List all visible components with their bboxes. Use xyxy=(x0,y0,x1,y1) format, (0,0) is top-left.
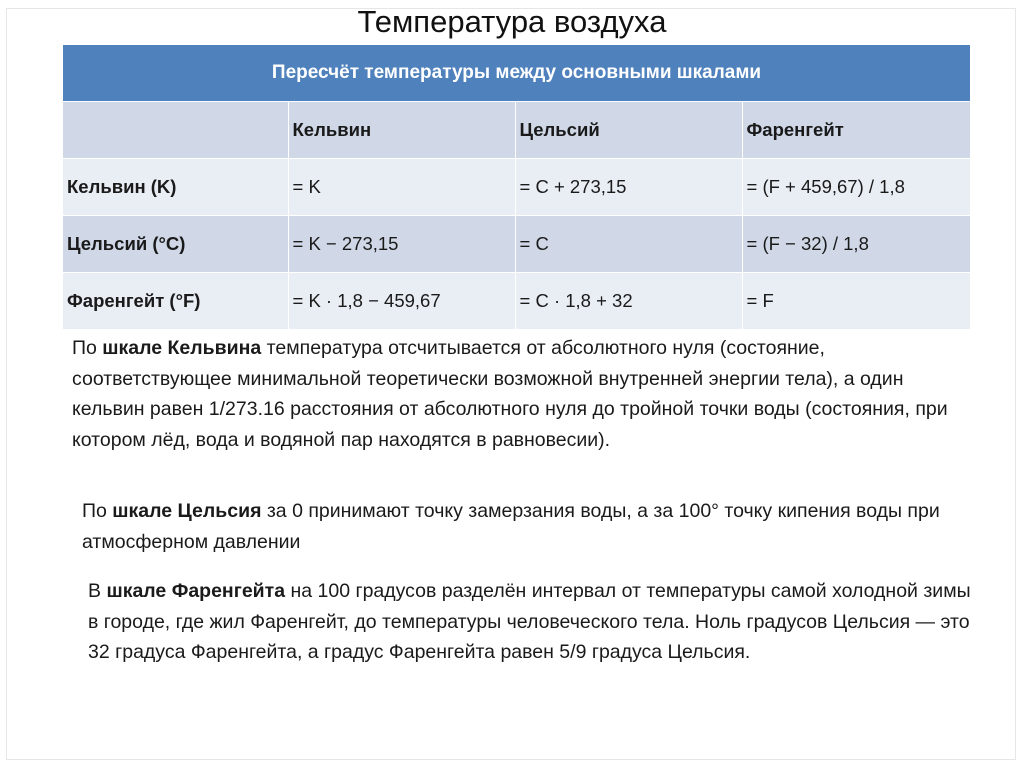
header-cell-fahrenheit: Фаренгейт xyxy=(742,102,970,159)
fahrenheit-text: на 100 градусов разделён интервал от температуры самой холодной зимы в городе, где жил Фаренгейт, до температуры человеческого тела. Ноль градусов Цельсия — это 32 градуса Фаренгейта, а градус Фаренгейта равен 5/9 градуса Цельсия. xyxy=(88,580,971,663)
celsius-prefix: По xyxy=(82,500,113,522)
celsius-term: шкале Цельсия xyxy=(112,500,262,522)
table-cell: = C + 273,15 xyxy=(515,159,742,216)
table-row xyxy=(63,159,970,216)
fahrenheit-prefix: В xyxy=(88,580,107,602)
header-cell-kelvin: Кельвин xyxy=(288,102,515,159)
table-row xyxy=(63,273,970,330)
kelvin-paragraph xyxy=(72,333,977,455)
header-cell-celsius: Цельсий xyxy=(515,102,742,159)
header-cell-empty xyxy=(63,102,288,159)
table-caption-row xyxy=(63,45,970,102)
kelvin-text: температура отсчитывается от абсолютного нуля (состояние, соответствующее минимальной теоретически возможной внутренней энергии тела), а один кельвин равен 1/273.16 расстояния от абсолютного нуля до тройной точки воды (состояния, при котором лёд, вода и водяной пар находятся в равновесии). xyxy=(72,337,948,451)
conversion-table xyxy=(63,45,970,330)
table-cell: = F xyxy=(742,273,970,330)
table-caption: Пересчёт температуры между основными шкалами xyxy=(63,45,970,102)
celsius-paragraph xyxy=(82,496,972,557)
row-label: Цельсий (°C) xyxy=(63,216,288,273)
kelvin-prefix: По xyxy=(72,337,103,359)
table-cell: = (F − 32) / 1,8 xyxy=(742,216,970,273)
fahrenheit-term: шкале Фаренгейта xyxy=(106,580,286,602)
table-cell: = C xyxy=(515,216,742,273)
row-label: Кельвин (K) xyxy=(63,159,288,216)
table-cell: = C · 1,8 + 32 xyxy=(515,273,742,330)
table-header-row xyxy=(63,102,970,159)
celsius-text: за 0 принимают точку замерзания воды, а за 100° точку кипения воды при атмосферном давлении xyxy=(82,500,940,553)
table-cell: = K · 1,8 − 459,67 xyxy=(288,273,515,330)
table-cell: = K xyxy=(288,159,515,216)
table-row xyxy=(63,216,970,273)
row-label: Фаренгейт (°F) xyxy=(63,273,288,330)
table-cell: = (F + 459,67) / 1,8 xyxy=(742,159,970,216)
fahrenheit-paragraph xyxy=(88,576,978,668)
table-cell: = K − 273,15 xyxy=(288,216,515,273)
kelvin-term: шкале Кельвина xyxy=(102,337,262,359)
slide-title: Температура воздуха xyxy=(357,4,667,39)
